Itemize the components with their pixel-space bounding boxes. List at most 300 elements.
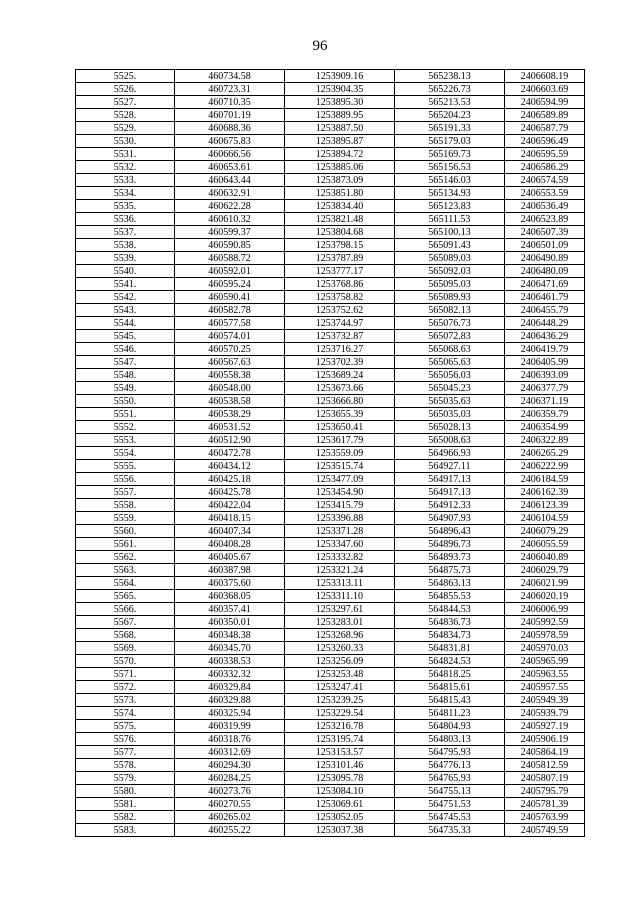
coord-y1-cell: 1253559.09 (285, 447, 395, 460)
coord-y2-cell: 2406608.19 (505, 70, 585, 83)
coord-x1-cell: 460345.70 (175, 642, 285, 655)
coord-x2-cell: 564907.93 (395, 512, 505, 525)
table-row (76, 577, 585, 590)
coord-y1-cell: 1253229.54 (285, 707, 395, 720)
coord-x1-cell: 460312.69 (175, 746, 285, 759)
point-number-cell: 5573. (76, 694, 175, 707)
coord-y1-cell: 1253834.40 (285, 200, 395, 213)
coord-y1-cell: 1253895.87 (285, 135, 395, 148)
coord-x1-cell: 460577.58 (175, 317, 285, 330)
point-number-cell: 5544. (76, 317, 175, 330)
coord-x2-cell: 564896.73 (395, 538, 505, 551)
coord-x1-cell: 460688.36 (175, 122, 285, 135)
table-row (76, 291, 585, 304)
coord-x1-cell: 460643.44 (175, 174, 285, 187)
table-row (76, 720, 585, 733)
coord-x1-cell: 460710.35 (175, 96, 285, 109)
coord-x1-cell: 460599.37 (175, 226, 285, 239)
coord-y2-cell: 2406507.39 (505, 226, 585, 239)
coord-y1-cell: 1253239.25 (285, 694, 395, 707)
coord-x2-cell: 565123.83 (395, 200, 505, 213)
coord-y2-cell: 2406480.09 (505, 265, 585, 278)
point-number-cell: 5561. (76, 538, 175, 551)
point-number-cell: 5557. (76, 486, 175, 499)
coord-x2-cell: 564824.53 (395, 655, 505, 668)
table-row (76, 421, 585, 434)
coord-x2-cell: 565028.13 (395, 421, 505, 434)
point-number-cell: 5571. (76, 668, 175, 681)
table-row (76, 512, 585, 525)
coord-y1-cell: 1253216.78 (285, 720, 395, 733)
table-row (76, 811, 585, 824)
point-number-cell: 5568. (76, 629, 175, 642)
coord-x1-cell: 460425.78 (175, 486, 285, 499)
table-row (76, 798, 585, 811)
coord-y2-cell: 2406104.59 (505, 512, 585, 525)
coord-y1-cell: 1253153.57 (285, 746, 395, 759)
table-row (76, 694, 585, 707)
coordinates-table-body (76, 70, 585, 837)
point-number-cell: 5540. (76, 265, 175, 278)
table-row (76, 486, 585, 499)
table-row (76, 473, 585, 486)
coord-y2-cell: 2405978.59 (505, 629, 585, 642)
coord-x2-cell: 564844.53 (395, 603, 505, 616)
coord-y1-cell: 1253821.48 (285, 213, 395, 226)
coord-y2-cell: 2406322.89 (505, 434, 585, 447)
point-number-cell: 5558. (76, 499, 175, 512)
coord-x2-cell: 565156.53 (395, 161, 505, 174)
coord-y2-cell: 2405957.55 (505, 681, 585, 694)
point-number-cell: 5537. (76, 226, 175, 239)
table-row (76, 96, 585, 109)
coord-x2-cell: 565089.03 (395, 252, 505, 265)
coord-y1-cell: 1253666.80 (285, 395, 395, 408)
coord-y2-cell: 2405781.39 (505, 798, 585, 811)
coord-x1-cell: 460558.38 (175, 369, 285, 382)
coord-x2-cell: 565204.23 (395, 109, 505, 122)
coord-y1-cell: 1253477.09 (285, 473, 395, 486)
coord-y2-cell: 2405812.59 (505, 759, 585, 772)
coord-y1-cell: 1253689.24 (285, 369, 395, 382)
point-number-cell: 5580. (76, 785, 175, 798)
point-number-cell: 5554. (76, 447, 175, 460)
coord-x2-cell: 564831.81 (395, 642, 505, 655)
table-row (76, 239, 585, 252)
point-number-cell: 5575. (76, 720, 175, 733)
coord-x1-cell: 460653.61 (175, 161, 285, 174)
coord-x1-cell: 460329.88 (175, 694, 285, 707)
coord-x2-cell: 565213.53 (395, 96, 505, 109)
coord-y2-cell: 2405749.59 (505, 824, 585, 837)
point-number-cell: 5526. (76, 83, 175, 96)
coord-y1-cell: 1253084.10 (285, 785, 395, 798)
coord-y2-cell: 2406265.29 (505, 447, 585, 460)
point-number-cell: 5572. (76, 681, 175, 694)
coord-x2-cell: 564815.61 (395, 681, 505, 694)
coord-x2-cell: 564893.73 (395, 551, 505, 564)
point-number-cell: 5531. (76, 148, 175, 161)
point-number-cell: 5527. (76, 96, 175, 109)
coord-y2-cell: 2406461.79 (505, 291, 585, 304)
coord-x2-cell: 564804.93 (395, 720, 505, 733)
table-row (76, 343, 585, 356)
coord-y1-cell: 1253894.72 (285, 148, 395, 161)
coord-y1-cell: 1253887.50 (285, 122, 395, 135)
coord-x2-cell: 564875.73 (395, 564, 505, 577)
coord-x2-cell: 564927.11 (395, 460, 505, 473)
table-row (76, 707, 585, 720)
coord-x2-cell: 564855.53 (395, 590, 505, 603)
point-number-cell: 5562. (76, 551, 175, 564)
coord-y2-cell: 2406419.79 (505, 343, 585, 356)
coord-y2-cell: 2406523.89 (505, 213, 585, 226)
table-row (76, 447, 585, 460)
table-row (76, 642, 585, 655)
coord-y1-cell: 1253889.95 (285, 109, 395, 122)
point-number-cell: 5560. (76, 525, 175, 538)
point-number-cell: 5578. (76, 759, 175, 772)
table-row (76, 265, 585, 278)
coord-y2-cell: 2406055.59 (505, 538, 585, 551)
coord-x1-cell: 460422.04 (175, 499, 285, 512)
table-row (76, 590, 585, 603)
point-number-cell: 5528. (76, 109, 175, 122)
coord-y2-cell: 2406490.89 (505, 252, 585, 265)
point-number-cell: 5564. (76, 577, 175, 590)
coord-y2-cell: 2406222.99 (505, 460, 585, 473)
table-row (76, 655, 585, 668)
point-number-cell: 5532. (76, 161, 175, 174)
table-row (76, 213, 585, 226)
coord-y2-cell: 2406586.29 (505, 161, 585, 174)
point-number-cell: 5551. (76, 408, 175, 421)
point-number-cell: 5569. (76, 642, 175, 655)
table-row (76, 616, 585, 629)
coord-x2-cell: 565146.03 (395, 174, 505, 187)
table-row (76, 135, 585, 148)
coord-x1-cell: 460622.28 (175, 200, 285, 213)
coord-x2-cell: 565169.73 (395, 148, 505, 161)
coord-y2-cell: 2406574.59 (505, 174, 585, 187)
coord-x1-cell: 460592.01 (175, 265, 285, 278)
coord-x2-cell: 564834.73 (395, 629, 505, 642)
point-number-cell: 5552. (76, 421, 175, 434)
coord-x1-cell: 460590.85 (175, 239, 285, 252)
coord-y1-cell: 1253798.15 (285, 239, 395, 252)
coord-x1-cell: 460570.25 (175, 343, 285, 356)
coord-y1-cell: 1253655.39 (285, 408, 395, 421)
coord-y2-cell: 2406029.79 (505, 564, 585, 577)
coord-x2-cell: 564917.13 (395, 486, 505, 499)
coord-y1-cell: 1253311.10 (285, 590, 395, 603)
coord-x1-cell: 460332.32 (175, 668, 285, 681)
table-row (76, 564, 585, 577)
table-row (76, 356, 585, 369)
coord-y2-cell: 2405864.19 (505, 746, 585, 759)
point-number-cell: 5550. (76, 395, 175, 408)
point-number-cell: 5548. (76, 369, 175, 382)
table-row (76, 330, 585, 343)
coord-x2-cell: 565082.13 (395, 304, 505, 317)
point-number-cell: 5543. (76, 304, 175, 317)
point-number-cell: 5549. (76, 382, 175, 395)
coord-y2-cell: 2406393.09 (505, 369, 585, 382)
point-number-cell: 5567. (76, 616, 175, 629)
coord-x2-cell: 564776.13 (395, 759, 505, 772)
coord-y2-cell: 2406079.29 (505, 525, 585, 538)
coord-y2-cell: 2406371.19 (505, 395, 585, 408)
coord-y1-cell: 1253673.66 (285, 382, 395, 395)
coord-x2-cell: 565226.73 (395, 83, 505, 96)
table-row (76, 174, 585, 187)
point-number-cell: 5539. (76, 252, 175, 265)
coord-y2-cell: 2405807.19 (505, 772, 585, 785)
table-row (76, 369, 585, 382)
coord-y1-cell: 1253777.17 (285, 265, 395, 278)
coord-x2-cell: 565238.13 (395, 70, 505, 83)
coord-x2-cell: 565095.03 (395, 278, 505, 291)
table-row (76, 122, 585, 135)
coord-y2-cell: 2406006.99 (505, 603, 585, 616)
coord-y1-cell: 1253313.11 (285, 577, 395, 590)
table-row (76, 83, 585, 96)
coord-x2-cell: 564863.13 (395, 577, 505, 590)
coord-x1-cell: 460338.53 (175, 655, 285, 668)
coord-x1-cell: 460318.76 (175, 733, 285, 746)
coord-y1-cell: 1253247.41 (285, 681, 395, 694)
coord-x1-cell: 460418.15 (175, 512, 285, 525)
coord-x1-cell: 460538.58 (175, 395, 285, 408)
coord-y1-cell: 1253321.24 (285, 564, 395, 577)
coord-y2-cell: 2405970.03 (505, 642, 585, 655)
coord-y1-cell: 1253515.74 (285, 460, 395, 473)
coord-y1-cell: 1253454.90 (285, 486, 395, 499)
point-number-cell: 5555. (76, 460, 175, 473)
point-number-cell: 5535. (76, 200, 175, 213)
coord-x2-cell: 564745.53 (395, 811, 505, 824)
coord-y2-cell: 2405795.79 (505, 785, 585, 798)
coord-y1-cell: 1253873.09 (285, 174, 395, 187)
coord-x2-cell: 565076.73 (395, 317, 505, 330)
coord-y2-cell: 2405927.19 (505, 720, 585, 733)
coord-x1-cell: 460590.41 (175, 291, 285, 304)
point-number-cell: 5559. (76, 512, 175, 525)
coord-y2-cell: 2406377.79 (505, 382, 585, 395)
table-row (76, 746, 585, 759)
coord-y2-cell: 2405906.19 (505, 733, 585, 746)
coord-y2-cell: 2406536.49 (505, 200, 585, 213)
coord-x2-cell: 564818.25 (395, 668, 505, 681)
coord-y1-cell: 1253909.16 (285, 70, 395, 83)
table-row (76, 785, 585, 798)
point-number-cell: 5530. (76, 135, 175, 148)
table-row (76, 70, 585, 83)
table-row (76, 148, 585, 161)
coord-y2-cell: 2406359.79 (505, 408, 585, 421)
coord-y2-cell: 2406436.29 (505, 330, 585, 343)
coord-x2-cell: 565035.63 (395, 395, 505, 408)
coord-x1-cell: 460548.00 (175, 382, 285, 395)
point-number-cell: 5574. (76, 707, 175, 720)
table-row (76, 187, 585, 200)
coord-y2-cell: 2406595.59 (505, 148, 585, 161)
coord-x1-cell: 460348.38 (175, 629, 285, 642)
coord-x2-cell: 565091.43 (395, 239, 505, 252)
table-row (76, 668, 585, 681)
coord-y1-cell: 1253195.74 (285, 733, 395, 746)
coord-x2-cell: 565191.33 (395, 122, 505, 135)
coord-y2-cell: 2405763.99 (505, 811, 585, 824)
coord-x1-cell: 460434.12 (175, 460, 285, 473)
coord-y1-cell: 1253347.60 (285, 538, 395, 551)
coord-x2-cell: 564755.13 (395, 785, 505, 798)
coord-y1-cell: 1253804.68 (285, 226, 395, 239)
point-number-cell: 5553. (76, 434, 175, 447)
coord-x1-cell: 460408.28 (175, 538, 285, 551)
table-row (76, 395, 585, 408)
coord-x1-cell: 460512.90 (175, 434, 285, 447)
coord-x2-cell: 564765.93 (395, 772, 505, 785)
point-number-cell: 5547. (76, 356, 175, 369)
table-row (76, 304, 585, 317)
coord-x1-cell: 460273.76 (175, 785, 285, 798)
point-number-cell: 5563. (76, 564, 175, 577)
coord-x2-cell: 564751.53 (395, 798, 505, 811)
coord-y1-cell: 1253758.82 (285, 291, 395, 304)
coord-y1-cell: 1253095.78 (285, 772, 395, 785)
coord-y1-cell: 1253617.79 (285, 434, 395, 447)
coord-x1-cell: 460675.83 (175, 135, 285, 148)
point-number-cell: 5570. (76, 655, 175, 668)
coord-x1-cell: 460357.41 (175, 603, 285, 616)
coord-y1-cell: 1253415.79 (285, 499, 395, 512)
coord-y2-cell: 2405992.59 (505, 616, 585, 629)
coord-y1-cell: 1253716.27 (285, 343, 395, 356)
coord-x2-cell: 564966.93 (395, 447, 505, 460)
point-number-cell: 5525. (76, 70, 175, 83)
coord-x1-cell: 460632.91 (175, 187, 285, 200)
coord-y1-cell: 1253904.35 (285, 83, 395, 96)
coord-y1-cell: 1253768.86 (285, 278, 395, 291)
table-row (76, 681, 585, 694)
coord-x2-cell: 565065.63 (395, 356, 505, 369)
point-number-cell: 5541. (76, 278, 175, 291)
coord-y2-cell: 2406448.29 (505, 317, 585, 330)
coord-x1-cell: 460582.78 (175, 304, 285, 317)
coord-x2-cell: 564735.33 (395, 824, 505, 837)
coord-x2-cell: 565045.23 (395, 382, 505, 395)
coord-x1-cell: 460567.63 (175, 356, 285, 369)
coord-y1-cell: 1253396.88 (285, 512, 395, 525)
coord-x2-cell: 564795.93 (395, 746, 505, 759)
coord-y1-cell: 1253297.61 (285, 603, 395, 616)
coord-y1-cell: 1253069.61 (285, 798, 395, 811)
table-row (76, 408, 585, 421)
point-number-cell: 5542. (76, 291, 175, 304)
table-row (76, 278, 585, 291)
coord-x1-cell: 460588.72 (175, 252, 285, 265)
coord-y2-cell: 2406184.59 (505, 473, 585, 486)
coord-x2-cell: 565092.03 (395, 265, 505, 278)
coord-y2-cell: 2406020.19 (505, 590, 585, 603)
coord-x2-cell: 564815.43 (395, 694, 505, 707)
coord-x1-cell: 460265.02 (175, 811, 285, 824)
coord-y1-cell: 1253752.62 (285, 304, 395, 317)
coord-y2-cell: 2406405.99 (505, 356, 585, 369)
coord-y2-cell: 2405965.99 (505, 655, 585, 668)
coord-y1-cell: 1253702.39 (285, 356, 395, 369)
coord-x1-cell: 460284.25 (175, 772, 285, 785)
coord-x1-cell: 460574.01 (175, 330, 285, 343)
table-row (76, 460, 585, 473)
coord-x2-cell: 564917.13 (395, 473, 505, 486)
point-number-cell: 5583. (76, 824, 175, 837)
coord-y2-cell: 2406603.69 (505, 83, 585, 96)
coord-x1-cell: 460472.78 (175, 447, 285, 460)
page-number: 96 (312, 38, 328, 54)
coord-x1-cell: 460734.58 (175, 70, 285, 83)
coord-y1-cell: 1253260.33 (285, 642, 395, 655)
coord-x1-cell: 460270.55 (175, 798, 285, 811)
coord-y1-cell: 1253732.87 (285, 330, 395, 343)
coord-x1-cell: 460531.52 (175, 421, 285, 434)
point-number-cell: 5582. (76, 811, 175, 824)
table-row (76, 317, 585, 330)
table-row (76, 109, 585, 122)
table-row (76, 629, 585, 642)
table-row (76, 200, 585, 213)
coord-y2-cell: 2406354.99 (505, 421, 585, 434)
coord-x1-cell: 460723.31 (175, 83, 285, 96)
coord-y2-cell: 2405949.39 (505, 694, 585, 707)
coord-y2-cell: 2406471.69 (505, 278, 585, 291)
coord-x1-cell: 460375.60 (175, 577, 285, 590)
point-number-cell: 5576. (76, 733, 175, 746)
point-number-cell: 5533. (76, 174, 175, 187)
coord-x2-cell: 564811.23 (395, 707, 505, 720)
coord-x1-cell: 460425.18 (175, 473, 285, 486)
coord-x2-cell: 564803.13 (395, 733, 505, 746)
coord-y2-cell: 2406021.99 (505, 577, 585, 590)
point-number-cell: 5545. (76, 330, 175, 343)
table-row (76, 538, 585, 551)
coord-y1-cell: 1253371.28 (285, 525, 395, 538)
coord-y2-cell: 2406123.39 (505, 499, 585, 512)
coord-x1-cell: 460405.67 (175, 551, 285, 564)
table-row (76, 434, 585, 447)
coord-y1-cell: 1253885.06 (285, 161, 395, 174)
coord-y1-cell: 1253650.41 (285, 421, 395, 434)
coord-y1-cell: 1253253.48 (285, 668, 395, 681)
coord-y1-cell: 1253787.89 (285, 252, 395, 265)
coord-y1-cell: 1253744.97 (285, 317, 395, 330)
coord-x1-cell: 460387.98 (175, 564, 285, 577)
table-row (76, 525, 585, 538)
point-number-cell: 5536. (76, 213, 175, 226)
coord-y2-cell: 2405939.79 (505, 707, 585, 720)
table-row (76, 603, 585, 616)
coord-x1-cell: 460610.32 (175, 213, 285, 226)
table-row (76, 551, 585, 564)
coord-x2-cell: 565100.13 (395, 226, 505, 239)
point-number-cell: 5565. (76, 590, 175, 603)
point-number-cell: 5577. (76, 746, 175, 759)
table-row (76, 161, 585, 174)
coord-x2-cell: 565089.93 (395, 291, 505, 304)
table-row (76, 382, 585, 395)
coord-x1-cell: 460538.29 (175, 408, 285, 421)
